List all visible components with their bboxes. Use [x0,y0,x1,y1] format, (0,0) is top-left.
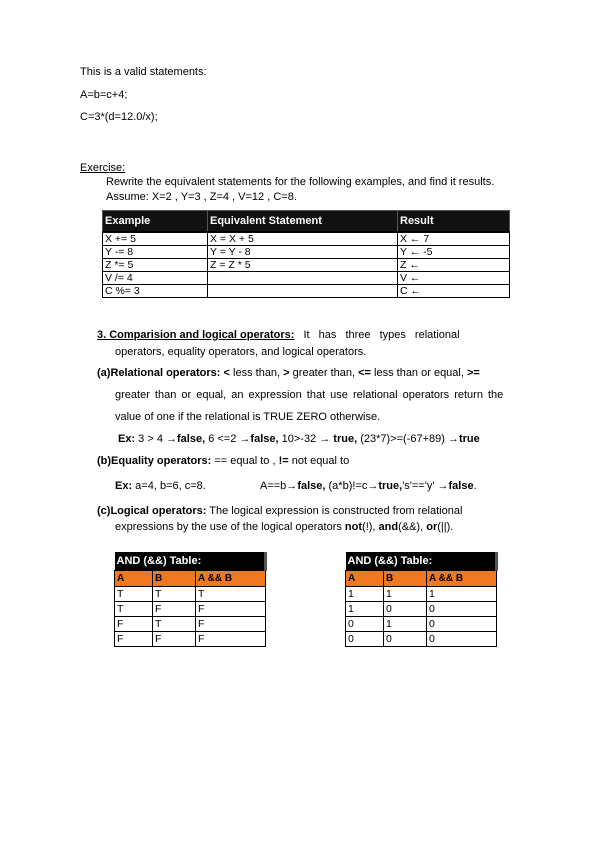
table-cell: C %= 3 [103,285,208,298]
intro-line-1: This is a valid statements: [80,66,207,78]
table-cell: Z = Z * 5 [208,259,398,272]
table-row [103,259,510,272]
col-header-a: A [115,571,153,587]
table-cell: Y ← -5 [398,246,510,259]
col-header-example: Example [103,211,208,233]
intro-line-3: C=3*(d=12.0/x); [80,111,158,123]
table-row: T F F [115,602,266,617]
section-3-heading: 3. Comparision and logical operators: [97,329,295,341]
table-cell [208,285,398,298]
table-row [103,272,510,285]
section-3-intro-line-2: operators, equality operators, and logical operators. [115,346,367,358]
col-header-b: B [384,571,427,587]
table-cell: X ← 7 [398,232,510,246]
col-header-b: B [153,571,196,587]
section-3-intro: 3. Comparision and logical operators: It has three types relational [97,329,460,341]
table-cell: X += 5 [103,232,208,246]
col-header-a: A [346,571,384,587]
intro-line-2: A=b=c+4; [80,89,128,101]
relational-line-2: greater than or equal, an expression that use relational operators return the [115,389,504,401]
truth-table-title: AND (&&) Table: [115,552,266,571]
table-cell: C ← [398,285,510,298]
table-row: F T F [115,617,266,632]
table-row: F F F [115,632,266,647]
table-cell: X = X + 5 [208,232,398,246]
equality-line: (b)Equality operators: == equal to , != not equal to [97,455,350,467]
equality-example-vars: Ex: a=4, b=6, c=8. [115,480,206,492]
table-row [103,232,510,246]
col-header-equivalent: Equivalent Statement [208,211,398,233]
exercise-assume: Assume: X=2 , Y=3 , Z=4 , V=12 , C=8. [106,191,297,203]
relational-examples: Ex: 3 > 4 →false, 6 <=2 →false, 10>-32 → true, (23*7)>=(-67+89) →true [118,433,480,445]
table-cell: Y = Y - 8 [208,246,398,259]
truth-table-title: AND (&&) Table: [346,552,497,571]
logical-line-2: expressions by the use of the logical operators not(!), and(&&), or(||). [115,521,454,533]
table-cell: Z *= 5 [103,259,208,272]
table-cell: Y -= 8 [103,246,208,259]
table-cell: V /= 4 [103,272,208,285]
exercise-table [102,210,510,298]
table-row: 1 1 1 [346,587,497,602]
table-row: 1 0 0 [346,602,497,617]
logical-line-1: (c)Logical operators: The logical expression is constructed from relational [97,505,463,517]
relational-line-3: value of one if the relational is TRUE ZERO otherwise. [115,411,381,423]
col-header-a-and-b: A && B [427,571,497,587]
table-row: 0 0 0 [346,632,497,647]
table-row [103,246,510,259]
table-cell [208,272,398,285]
table-row: T T T [115,587,266,602]
relational-line-1: (a)Relational operators: < less than, > greater than, <= less than or equal, >= [97,367,480,379]
table-row [103,285,510,298]
and-truth-table-letters [114,552,267,647]
col-header-result: Result [398,211,510,233]
exercise-label: Exercise: [80,162,126,174]
table-row: 0 1 0 [346,617,497,632]
table-cell: V ← [398,272,510,285]
table-cell: Z ← [398,259,510,272]
col-header-a-and-b: A && B [196,571,266,587]
and-truth-table-numbers [345,552,498,647]
equality-examples: A==b→false, (a*b)!=c→true,'s'=='y' →false. [260,480,477,492]
exercise-instruction: Rewrite the equivalent statements for the following examples, and find it results. [106,176,495,188]
